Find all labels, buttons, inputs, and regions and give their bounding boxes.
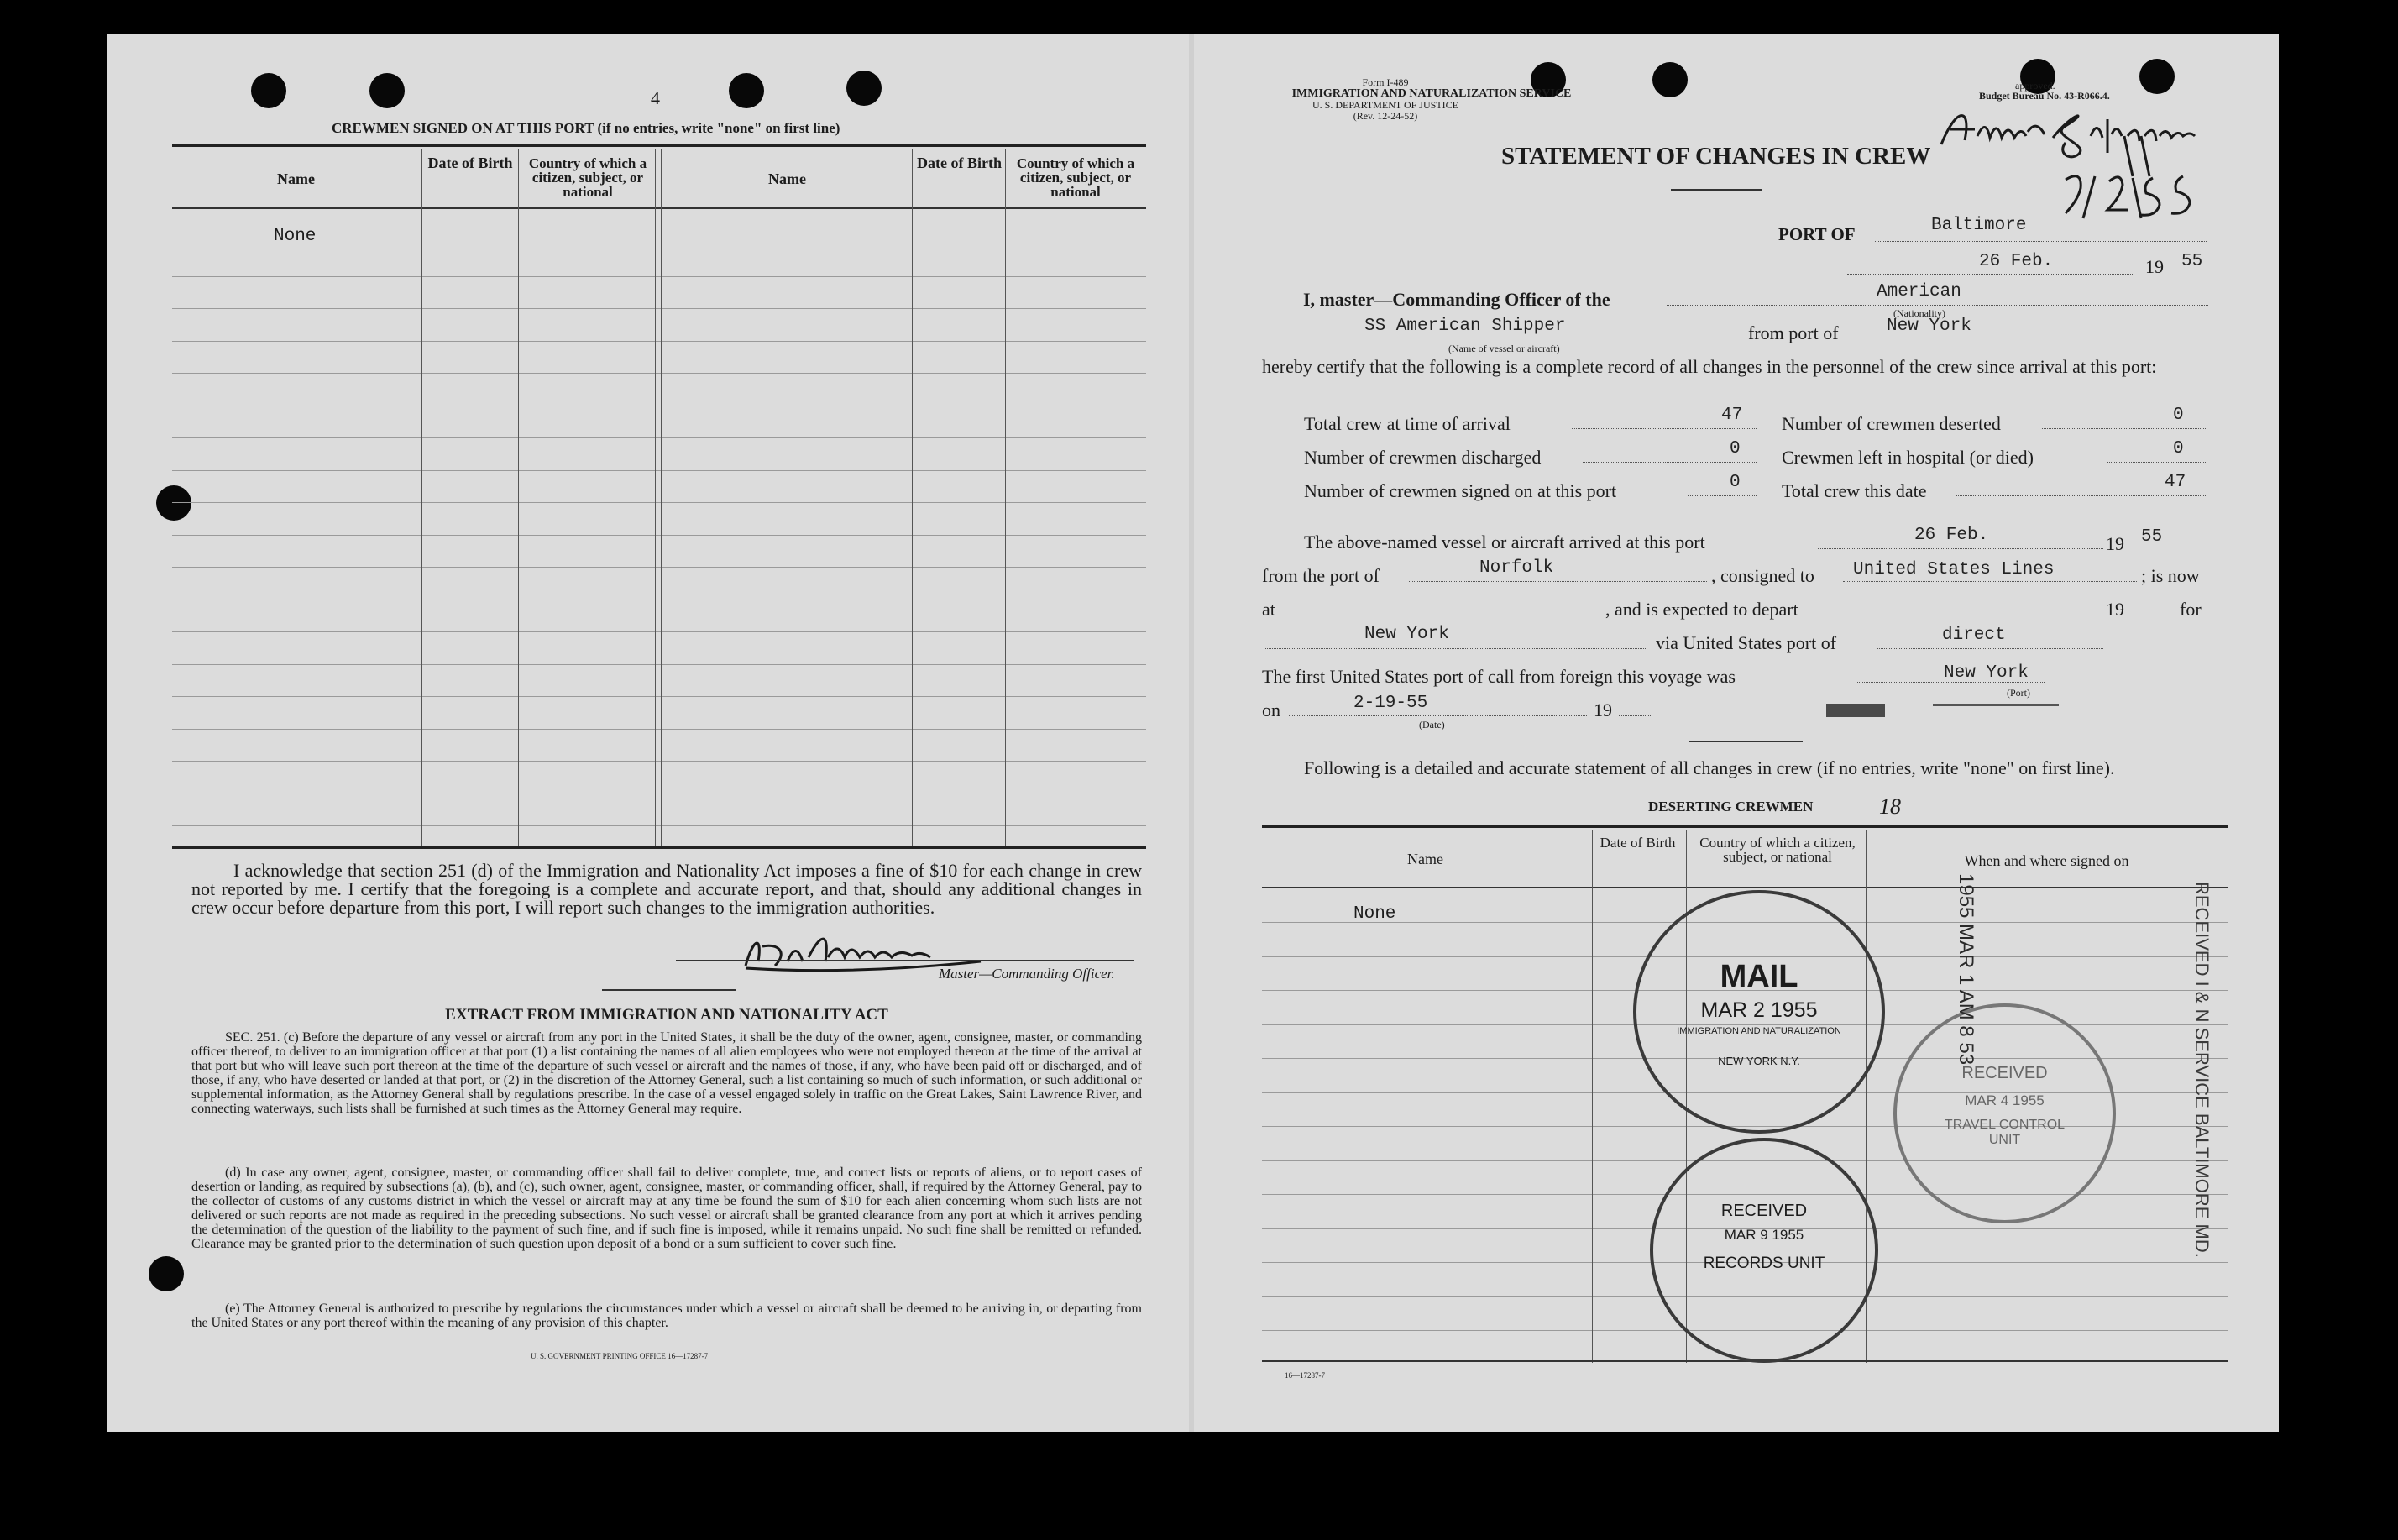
from-the-port-label: from the port of: [1262, 565, 1380, 586]
punch-hole: [369, 73, 405, 108]
arrived-statement: The above-named vessel or aircraft arrived at this port: [1304, 532, 1705, 553]
table-row-rule: [172, 631, 1146, 632]
arrived-date-line: [1818, 548, 2103, 549]
column-divider: [1592, 830, 1593, 1363]
first-port-statement: The first United States port of call from foreign this voyage was: [1262, 666, 1736, 687]
received-date-stamp: 1955 MAR 1 AM 8 53: [1955, 873, 1977, 1066]
punch-hole: [251, 73, 286, 108]
punch-hole: [149, 1256, 184, 1291]
table-row-rule: [172, 696, 1146, 697]
deserting-crewmen-title: DESERTING CREWMEN: [1648, 799, 1814, 815]
travel-control-stamp: RECEIVED MAR 4 1955 TRAVEL CONTROL UNIT: [1893, 1003, 2116, 1223]
table-row-rule: [172, 470, 1146, 471]
arrived-year: 55: [2141, 527, 2163, 547]
extract-section-e: (e) The Attorney General is authorized to prescribe by regulations the circumstances under which a vessel or aircraft shall be deemed to be arriving in, or departing from the United States or any port thereof within the meaning of any provision of this chapter.: [191, 1302, 1142, 1330]
extract-section-d: (d) In case any owner, agent, consignee, master, or commanding officer shall fail to deliver complete, true, and correct lists or reports of aliens, or to report cases of desertion or landing, as required by subsections (a), (b), and (c), such owner, agent, consignee, master, or commanding officer, shall, if required by the Attorney General, pay to the collector of customs of any customs district in which the vessel or aircraft may at any time be found the sum of $10 for each alien concerning whom such lists are not delivered or such reports are not made as required in the preceding subsections. No such vessel or aircraft shall be granted clearance from any port at which it arrives pending the determination of the question of the liability to the payment of such fine, and if such fine is imposed, while it remains unpaid. No such fine shall be remitted or refunded. Clearance may be granted prior to the determination of such question upon deposit of a bond or a sum sufficient to cover such fine.: [191, 1165, 1142, 1251]
column-header-birth-2: Date of Birth: [917, 155, 1002, 171]
from-the-port-line: [1409, 581, 1707, 582]
extract-title: EXTRACT FROM IMMIGRATION AND NATIONALITY ACT: [445, 1006, 888, 1024]
table-row-rule: [172, 664, 1146, 665]
stat-value-deserted: 0: [2173, 406, 2184, 425]
vessel-caption: (Name of vessel or aircraft): [1448, 343, 1560, 354]
port-value: Baltimore: [1931, 216, 2027, 235]
expected-depart-label: , and is expected to depart: [1605, 599, 1798, 620]
records-unit-stamp: RECEIVED MAR 9 1955 RECORDS UNIT: [1650, 1138, 1878, 1363]
date-year: 55: [2181, 252, 2203, 271]
scribble-mark: [1826, 704, 1885, 717]
stat-value-total-arrival: 47: [1721, 406, 1743, 425]
form-revision: (Rev. 12-24-52): [1353, 110, 1418, 122]
page-number: 4: [651, 87, 660, 108]
date-line: [1847, 274, 2133, 275]
date-caption: (Date): [1419, 719, 1445, 731]
signature-caption: Master—Commanding Officer.: [939, 966, 1115, 982]
column-header-birth: Date of Birth: [427, 155, 513, 171]
column-header-country-2: Country of which a citizen, subject, or national: [1016, 155, 1135, 200]
stat-line: [1572, 428, 1757, 429]
is-now-label: ; is now: [2141, 565, 2200, 586]
from-port-label: from port of: [1748, 322, 1839, 343]
deserting-header-when-where: When and where signed on: [1964, 852, 2129, 869]
via-line: [1877, 648, 2103, 649]
following-statement: Following is a detailed and accurate statement of all changes in crew (if no entries, write "none" on first line).: [1304, 757, 2115, 778]
printer-line: U. S. GOVERNMENT PRINTING OFFICE 16—17287-7: [531, 1352, 709, 1360]
column-header-name-2: Name: [768, 170, 806, 187]
column-divider: [421, 149, 422, 848]
via-label: via United States port of: [1656, 632, 1837, 653]
first-port-value: New York: [1944, 663, 2029, 683]
destination-line: [1264, 648, 1646, 649]
port-line: [1875, 241, 2207, 242]
stat-line: [2107, 462, 2207, 463]
budget-bureau-number: Budget Bureau No. 43-R066.4.: [1979, 90, 2110, 102]
table-row-rule: [172, 502, 1146, 503]
date-year-prefix: 19: [2145, 256, 2164, 277]
table-row-rule: [172, 373, 1146, 374]
consignee-value: United States Lines: [1853, 560, 2055, 579]
for-label: for: [2180, 599, 2202, 620]
mail-stamp: MAIL MAR 2 1955 IMMIGRATION AND NATURALIZATION NEW YORK N.Y.: [1633, 890, 1885, 1134]
signed-on-section-title: CREWMEN SIGNED ON AT THIS PORT (if no entries, write "none" on first line): [332, 120, 840, 136]
acknowledgment-text: I acknowledge that section 251 (d) of the Immigration and Nationality Act imposes a fine of $10 for each change in crew not reported by me. I certify that the foregoing is a complete and accurate report, and that, should any additional changes in crew occur before departure from this port, I will report such changes to the immigration authorities.: [191, 860, 1142, 918]
handwritten-annotation: [1931, 94, 2233, 233]
column-divider: [661, 149, 662, 848]
handwritten-stroke: [1933, 704, 2059, 706]
on-year-prefix: 19: [1594, 699, 1612, 720]
via-value: direct: [1942, 626, 2006, 645]
title-underline: [1671, 189, 1762, 191]
stat-value-total-this-date: 47: [2165, 473, 2186, 492]
stat-line: [1688, 495, 1757, 496]
table-row-rule: [172, 308, 1146, 309]
stat-label-discharged: Number of crewmen discharged: [1304, 447, 1542, 468]
deserting-table-header-rule: [1262, 887, 2228, 888]
handwritten-mark: 18: [1879, 794, 1901, 819]
depart-year-prefix: 19: [2106, 599, 2124, 620]
table-row-rule: [172, 761, 1146, 762]
received-service-stamp: RECEIVED I & N SERVICE BALTIMORE MD.: [2191, 882, 2212, 1258]
punch-hole: [156, 485, 191, 521]
stat-label-total-arrival: Total crew at time of arrival: [1304, 413, 1511, 434]
consigned-label: , consigned to: [1711, 565, 1814, 586]
port-caption: (Port): [2007, 687, 2030, 699]
stat-value-discharged: 0: [1730, 439, 1741, 458]
vessel-name: SS American Shipper: [1364, 317, 1566, 336]
nationality-line: [1667, 305, 2208, 306]
stat-label-hospital: Crewmen left in hospital (or died): [1782, 447, 2034, 468]
punch-hole: [729, 73, 764, 108]
on-year-line: [1619, 715, 1652, 716]
master-statement: I, master—Commanding Officer of the: [1303, 289, 1610, 310]
agency-name: IMMIGRATION AND NATURALIZATION SERVICE: [1291, 87, 1572, 100]
deserting-table-top-rule: [1262, 825, 2228, 828]
column-divider: [912, 149, 913, 848]
table-row-rule: [172, 729, 1146, 730]
at-label: at: [1262, 599, 1275, 620]
column-divider: [655, 149, 656, 848]
column-divider: [518, 149, 519, 848]
punch-hole: [2139, 59, 2175, 94]
arrived-year-prefix: 19: [2106, 533, 2124, 554]
table-row-rule: [172, 825, 1146, 826]
table-row-rule: [172, 276, 1146, 277]
deserting-header-country: Country of which a citizen, subject, or national: [1699, 835, 1856, 865]
stat-value-signed-on: 0: [1730, 473, 1741, 492]
stat-label-deserted: Number of crewmen deserted: [1782, 413, 2001, 434]
certify-text: hereby certify that the following is a complete record of all changes in the personnel of the crew since arrival at this port:: [1262, 356, 2157, 377]
stat-line: [1583, 462, 1757, 463]
deserting-first-entry: None: [1353, 904, 1396, 924]
table-row-rule: [172, 535, 1146, 536]
date-value: 26 Feb.: [1979, 252, 2054, 271]
column-header-name: Name: [277, 170, 315, 187]
approved-note: approved.: [2015, 80, 2055, 92]
arrived-date: 26 Feb.: [1914, 526, 1989, 545]
section-divider: [1689, 741, 1803, 742]
deserting-header-name: Name: [1407, 851, 1443, 867]
footer-form-code: 16—17287-7: [1285, 1371, 1325, 1380]
form-title: STATEMENT OF CHANGES IN CREW: [1501, 143, 1931, 170]
on-date-value: 2-19-55: [1353, 694, 1428, 713]
nationality-caption: (Nationality): [1893, 307, 1945, 319]
destination-value: New York: [1364, 625, 1449, 644]
extract-section-c: SEC. 251. (c) Before the departure of any vessel or aircraft from any port in the United States, it shall be the duty of the owner, agent, consignee, master, or commanding officer thereof, to deliver to an immigration officer at that port (1) a list containing the names of all alien employees who were not employed thereon at the time of the arrival at that port but who will leave such port thereon at the time of the departure of such vessel or aircraft and the names of those, if any, who have been paid off or discharged, and of those, if any, who have deserted or landed at that port, or (2) in the discretion of the Attorney General, such a list containing so much of such information, or such additional or supplemental information, as the Attorney General shall by regulations prescribe. In the case of a vessel engaged solely in traffic on the Great Lakes, Saint Lawrence River, and connecting waterways, such lists shall be furnished at such times as the Attorney General may require.: [191, 1030, 1142, 1116]
port-label: PORT OF: [1778, 224, 1856, 244]
on-date-line: [1289, 715, 1587, 716]
department-name: U. S. DEPARTMENT OF JUSTICE: [1312, 99, 1458, 111]
table-row-rule: [172, 341, 1146, 342]
table-row-rule: [172, 567, 1146, 568]
page-fold: [1189, 34, 1194, 1432]
nationality-value: American: [1877, 282, 1961, 301]
consignee-line: [1843, 581, 2137, 582]
stat-value-hospital: 0: [2173, 439, 2184, 458]
punch-hole: [846, 71, 882, 106]
table-bottom-rule: [172, 846, 1146, 849]
stat-line: [2042, 428, 2207, 429]
column-divider: [1005, 149, 1006, 848]
form-number: Form I-489: [1362, 76, 1409, 88]
column-header-country: Country of which a citizen, subject, or national: [528, 155, 647, 200]
stat-line: [1956, 495, 2207, 496]
table-top-rule: [172, 144, 1146, 147]
on-label: on: [1262, 699, 1280, 720]
table-row-rule: [172, 437, 1146, 438]
signed-on-first-entry: None: [274, 227, 317, 246]
deserting-header-birth: Date of Birth: [1600, 835, 1676, 851]
stat-label-signed-on: Number of crewmen signed on at this port: [1304, 480, 1617, 501]
from-the-port-value: Norfolk: [1479, 558, 1554, 578]
signature-line: [676, 960, 1134, 961]
from-port-value: New York: [1887, 317, 1971, 336]
table-header-rule: [172, 207, 1146, 209]
stat-label-total-this-date: Total crew this date: [1782, 480, 1927, 501]
section-divider: [602, 989, 736, 991]
punch-hole: [1652, 62, 1688, 97]
